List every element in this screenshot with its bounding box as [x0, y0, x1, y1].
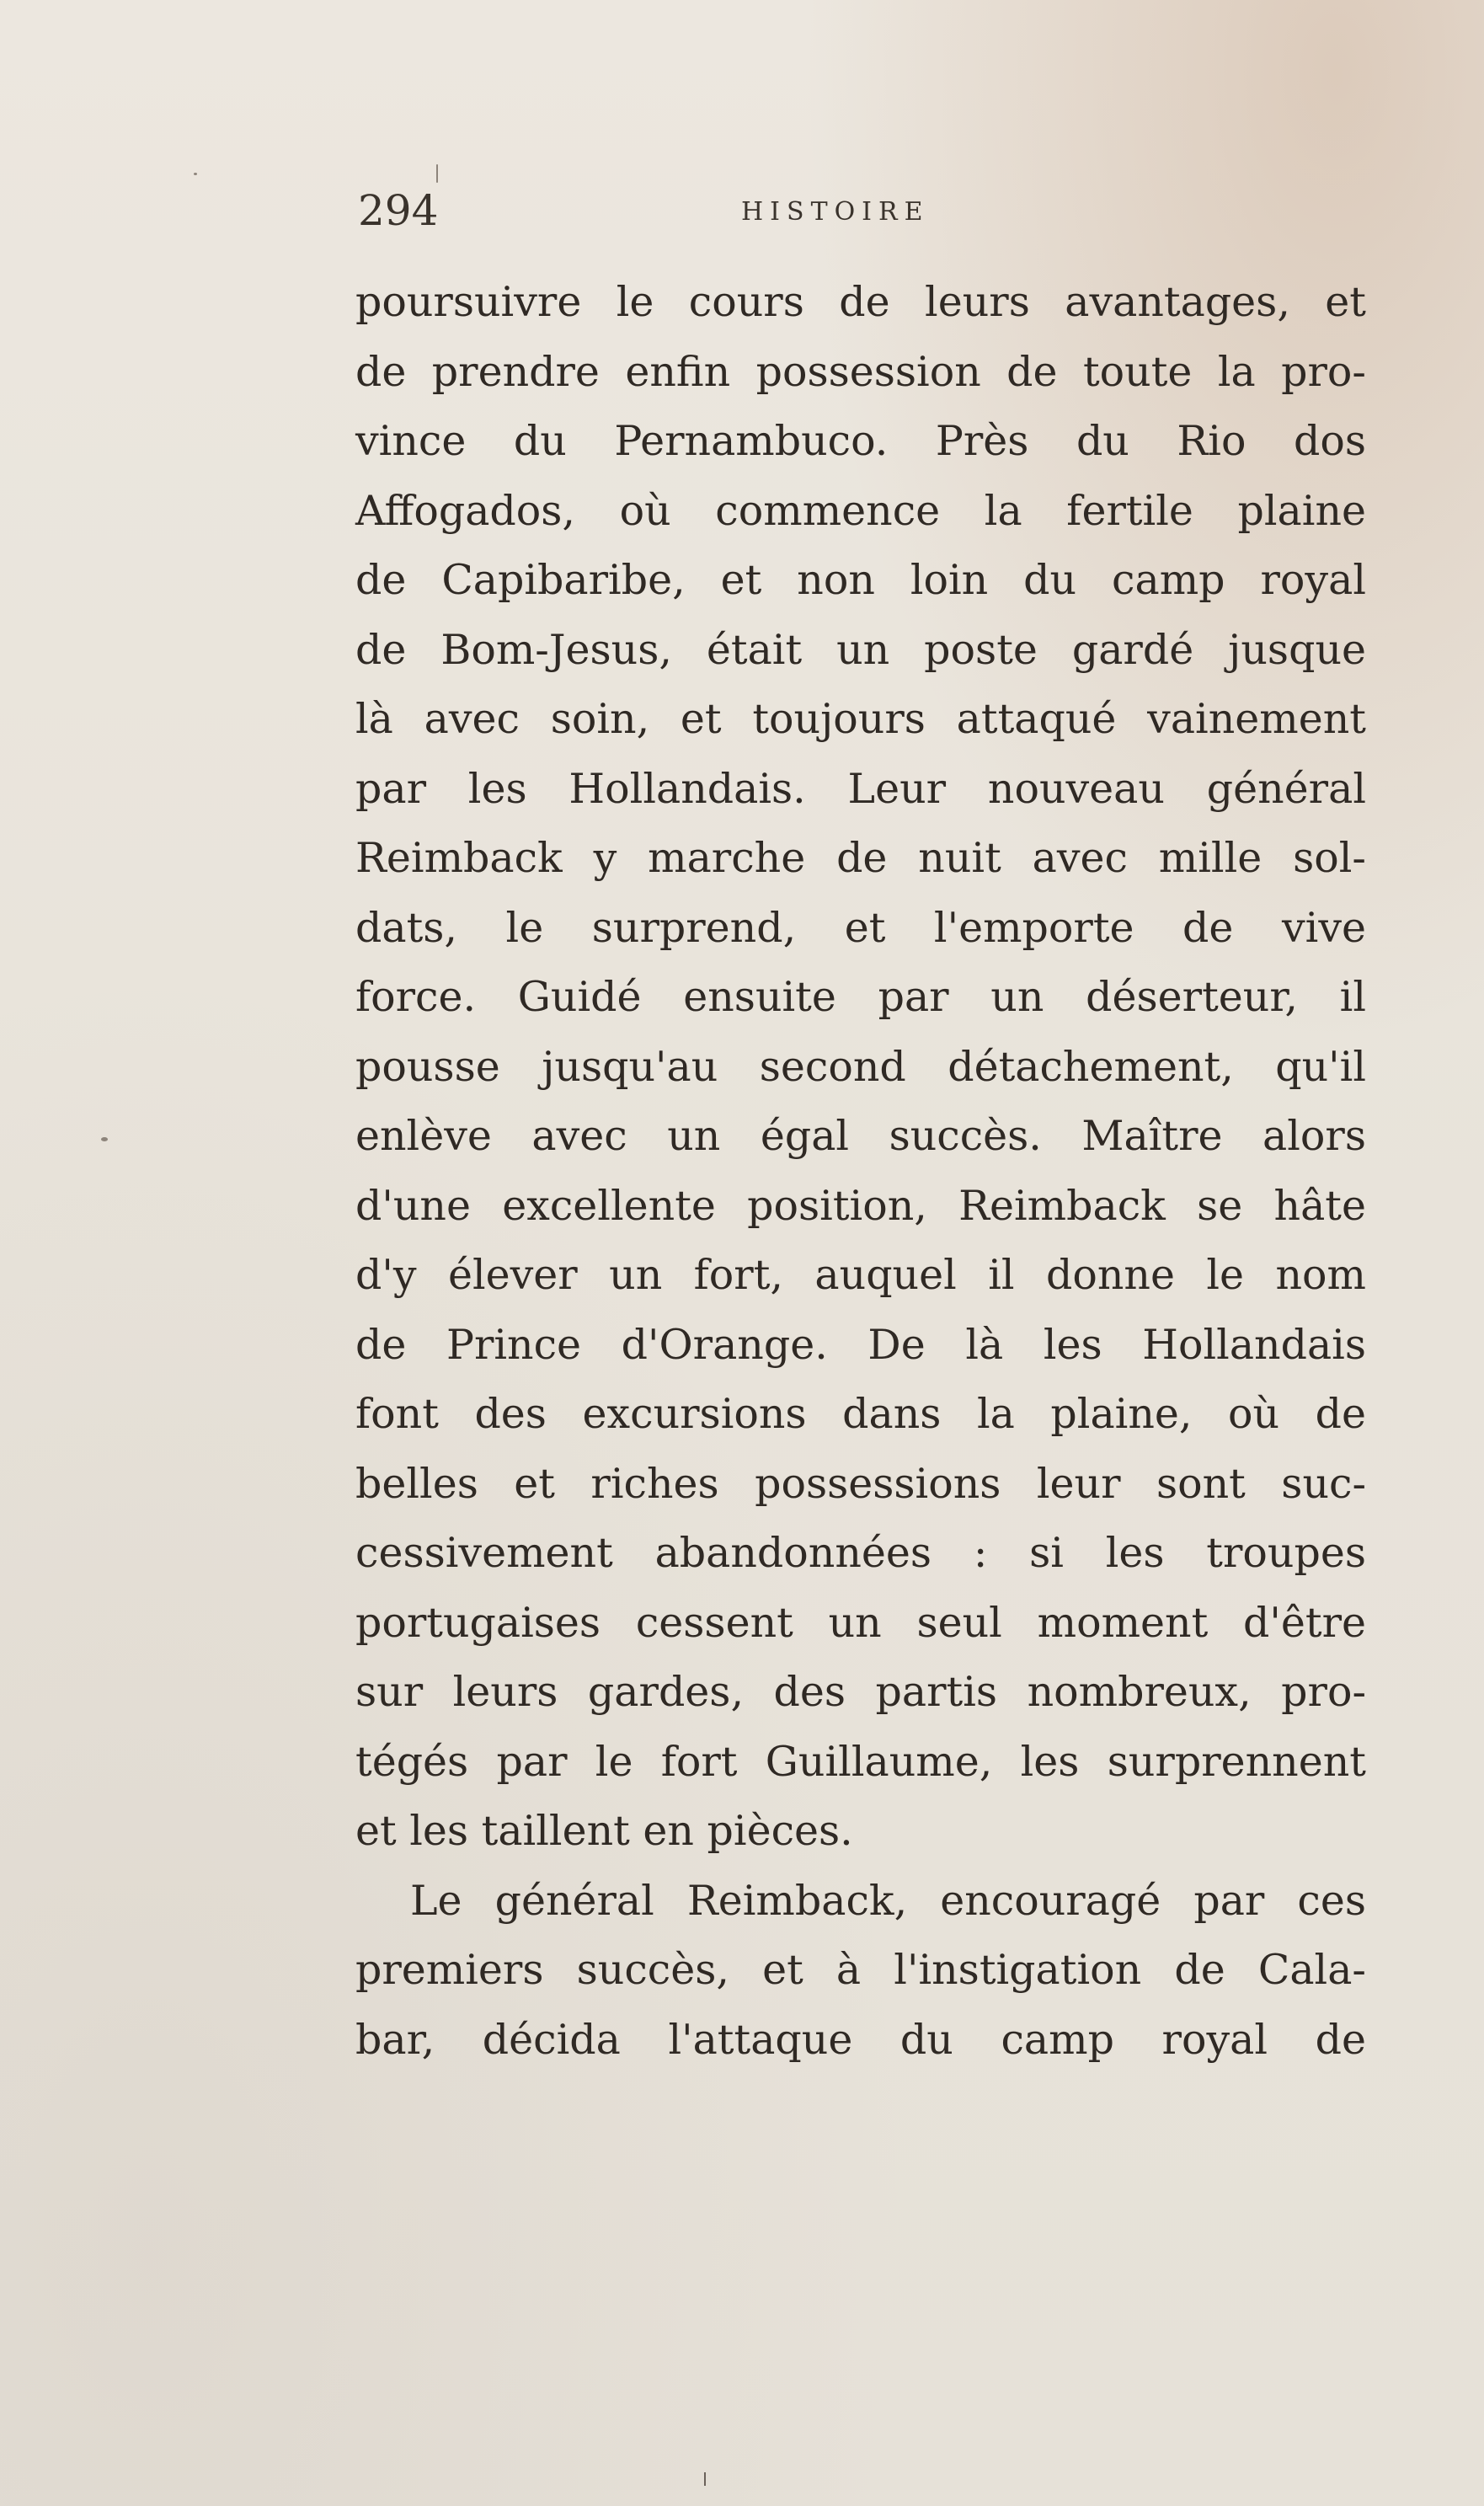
text-line: vince du Pernambuco. Près du Rio dos	[355, 417, 1366, 465]
text-line: font des excursions dans la plaine, où de	[355, 1390, 1366, 1438]
text-line: de prendre enfin possession de toute la pro-	[355, 347, 1366, 396]
text-line: de Prince d'Orange. De là les Hollandais	[355, 1320, 1366, 1369]
text-line: enlève avec un égal succès. Maître alors	[355, 1112, 1366, 1160]
text-line: portugaises cessent un seul moment d'être	[355, 1598, 1366, 1647]
text-line: de Capibaribe, et non loin du camp royal	[355, 556, 1366, 604]
text-line: belles et riches possessions leur sont suc-	[355, 1459, 1366, 1508]
running-head: HISTOIRE	[741, 197, 930, 227]
paper-speck	[436, 164, 438, 183]
text-line: Reimback y marche de nuit avec mille sol-	[355, 834, 1366, 882]
paper-speck	[194, 173, 197, 175]
text-line: poursuivre le cours de leurs avantages, et	[355, 278, 1366, 326]
text-line: d'une excellente position, Reimback se hâte	[355, 1181, 1366, 1230]
signature-mark	[704, 2472, 706, 2486]
body-text	[355, 268, 1366, 2075]
paragraph-last-line: et les taillent en pièces.	[355, 1807, 853, 1855]
text-line: pousse jusqu'au second détachement, qu'il	[355, 1042, 1366, 1091]
text-line: là avec soin, et toujours attaqué vainement	[355, 695, 1366, 743]
text-line: de Bom-Jesus, était un poste gardé jusque	[355, 625, 1366, 674]
paper-speck	[101, 1137, 108, 1141]
paragraph-first-line: Le général Reimback, encouragé par ces	[410, 1876, 1366, 1925]
text-line: cessivement abandonnées : si les troupes	[355, 1529, 1366, 1577]
text-line: d'y élever un fort, auquel il donne le nom	[355, 1251, 1366, 1299]
text-line: force. Guidé ensuite par un déserteur, il	[355, 973, 1366, 1021]
text-line: par les Hollandais. Leur nouveau général	[355, 764, 1366, 813]
text-line: dats, le surprend, et l'emporte de vive	[355, 903, 1366, 952]
text-line: premiers succès, et à l'instigation de Cala-	[355, 1946, 1366, 1994]
text-line: Affogados, où commence la fertile plaine	[355, 486, 1366, 535]
text-line: bar, décida l'attaque du camp royal de	[355, 2015, 1366, 2064]
text-line: tégés par le fort Guillaume, les surprennent	[355, 1737, 1366, 1786]
page-header	[358, 186, 1369, 248]
text-line: sur leurs gardes, des partis nombreux, pro-	[355, 1668, 1366, 1716]
page-number: 294	[358, 186, 439, 235]
